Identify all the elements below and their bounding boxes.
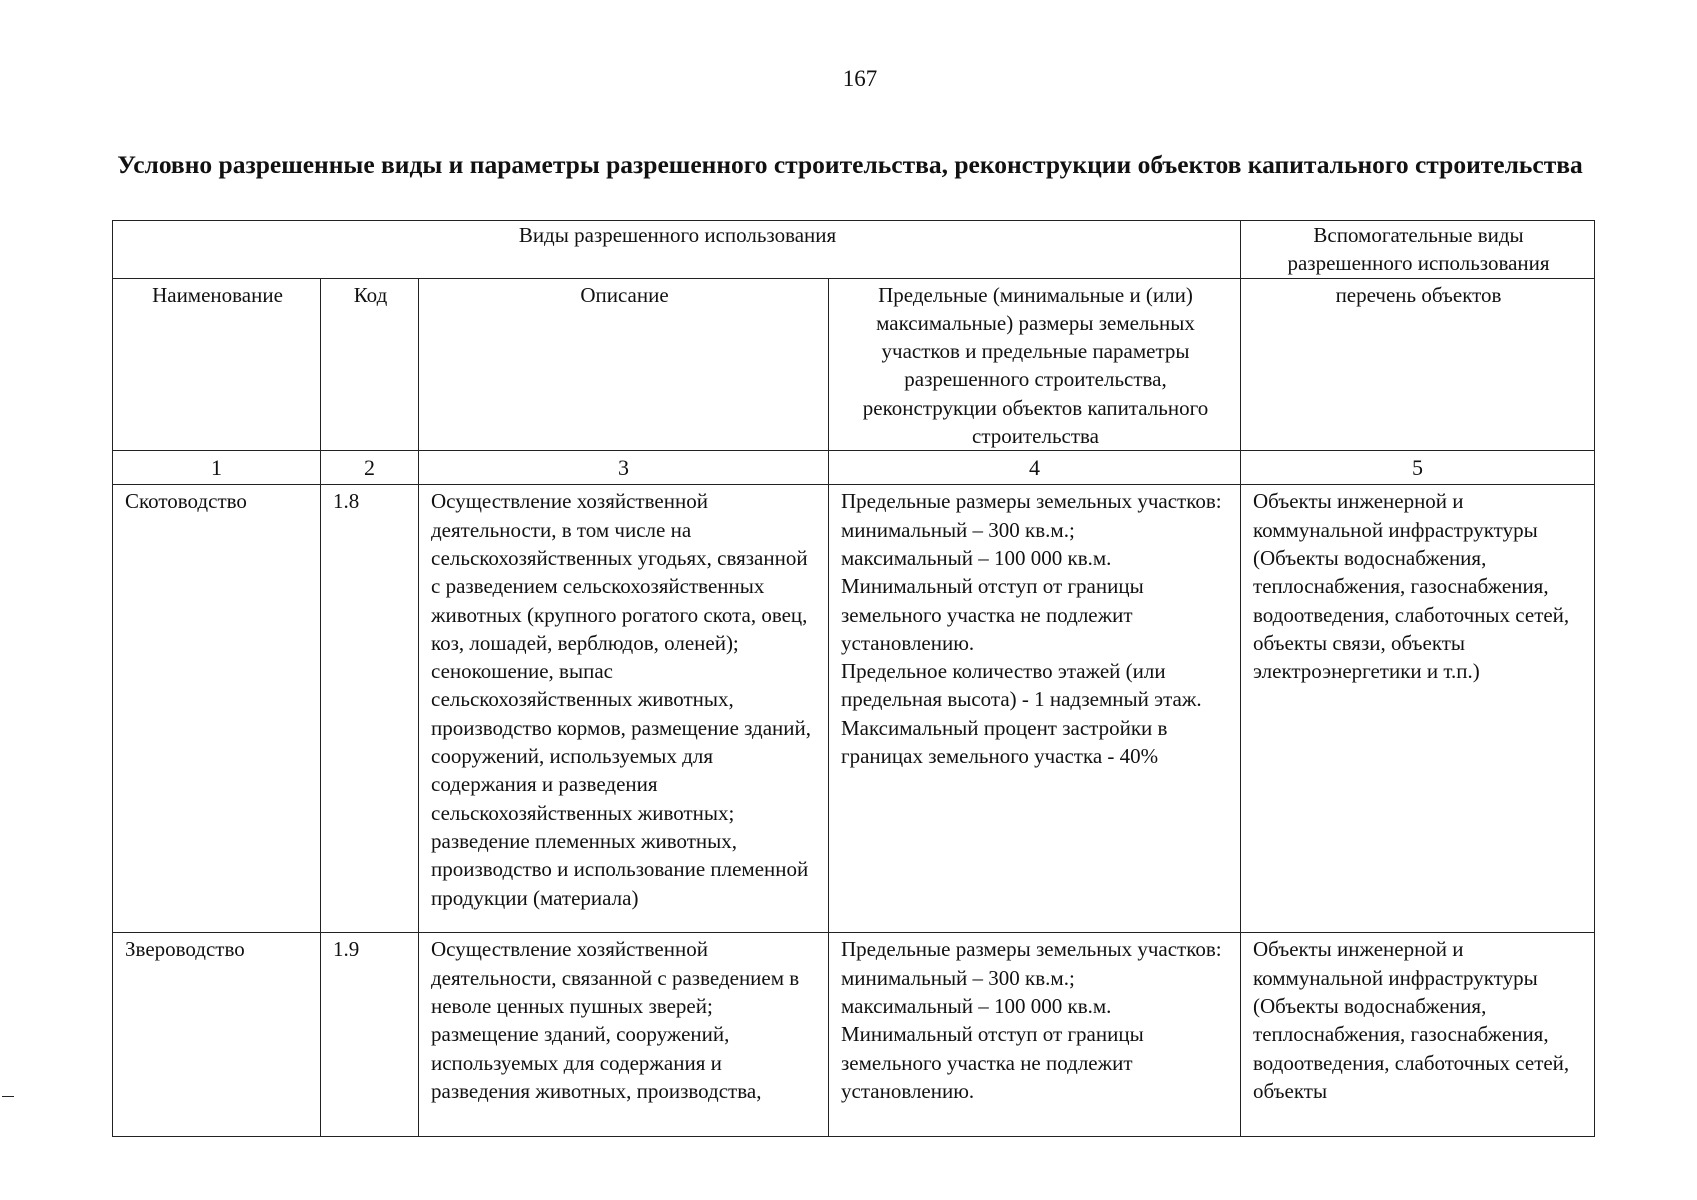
row-code-cell: 1.8 [321, 485, 419, 933]
column-header-aux-objects: перечень объектов [1241, 278, 1595, 451]
row-name-cell: Скотоводство [113, 485, 321, 933]
row-aux-objects-cell: Объекты инженерной и коммунальной инфраструктуры (Объекты водоснабжения, теплоснабжения, газоснабжения, водоотведения, слаботочных сетей, объекты связи, объекты электроэнергетики и т.п.) [1241, 485, 1595, 933]
land-use-table [112, 220, 1595, 1137]
row-description-cell: Осуществление хозяйственной деятельности, в том числе на сельскохозяйственных угодьях, связанной с разведением сельскохозяйственных животных (крупного рогатого скота, овец, коз, лошадей, верблюдов, оленей); сенокошение, выпас сельскохозяйственных животных, производство кормов, размещение зданий, сооружений, используемых для содержания и разведения сельскохозяйственных животных; разведение племенных животных, производство и использование племенной продукции (материала) [419, 485, 829, 933]
column-header-name: Наименование [113, 278, 321, 451]
group-header-cell: Виды разрешенного использования [113, 221, 1241, 279]
column-header-code: Код [321, 278, 419, 451]
aux-header-cell: Вспомогательные виды разрешенного использования [1241, 221, 1595, 279]
column-header-limits: Предельные (минимальные и (или) максимальные) размеры земельных участков и предельные параметры разрешенного строительства, реконструкции объектов капитального строительства [829, 278, 1241, 451]
row-code-cell: 1.9 [321, 933, 419, 1137]
document-title: Условно разрешенные виды и параметры разрешенного строительства, реконструкции объектов капитального строительства [117, 150, 1583, 179]
table-row [113, 933, 1595, 1137]
column-number: 4 [829, 451, 1241, 485]
table-number-row [113, 451, 1595, 485]
row-aux-objects-cell: Объекты инженерной и коммунальной инфраструктуры (Объекты водоснабжения, теплоснабжения, газоснабжения, водоотведения, слаботочных сетей, объекты [1241, 933, 1595, 1137]
column-number: 3 [419, 451, 829, 485]
column-number: 1 [113, 451, 321, 485]
table-group-header-row [113, 221, 1595, 279]
column-number: 2 [321, 451, 419, 485]
page-number: 167 [842, 66, 878, 91]
row-limits-cell: Предельные размеры земельных участков: минимальный – 300 кв.м.; максимальный – 100 000 кв.м. Минимальный отступ от границы земельного участка не подлежит установлению. [829, 933, 1241, 1137]
row-description-cell: Осуществление хозяйственной деятельности, связанной с разведением в неволе ценных пушных зверей; размещение зданий, сооружений, используемых для содержания и разведения животных, производства, [419, 933, 829, 1137]
margin-mark [2, 1096, 14, 1097]
row-name-cell: Звероводство [113, 933, 321, 1137]
column-number: 5 [1241, 451, 1595, 485]
table-row [113, 485, 1595, 933]
row-limits-cell: Предельные размеры земельных участков: минимальный – 300 кв.м.; максимальный – 100 000 кв.м. Минимальный отступ от границы земельного участка не подлежит установлению. Предельное количество этажей (или предельная высота) - 1 надземный этаж. Максимальный процент застройки в границах земельного участка - 40% [829, 485, 1241, 933]
column-header-description: Описание [419, 278, 829, 451]
table-column-header-row [113, 278, 1595, 451]
